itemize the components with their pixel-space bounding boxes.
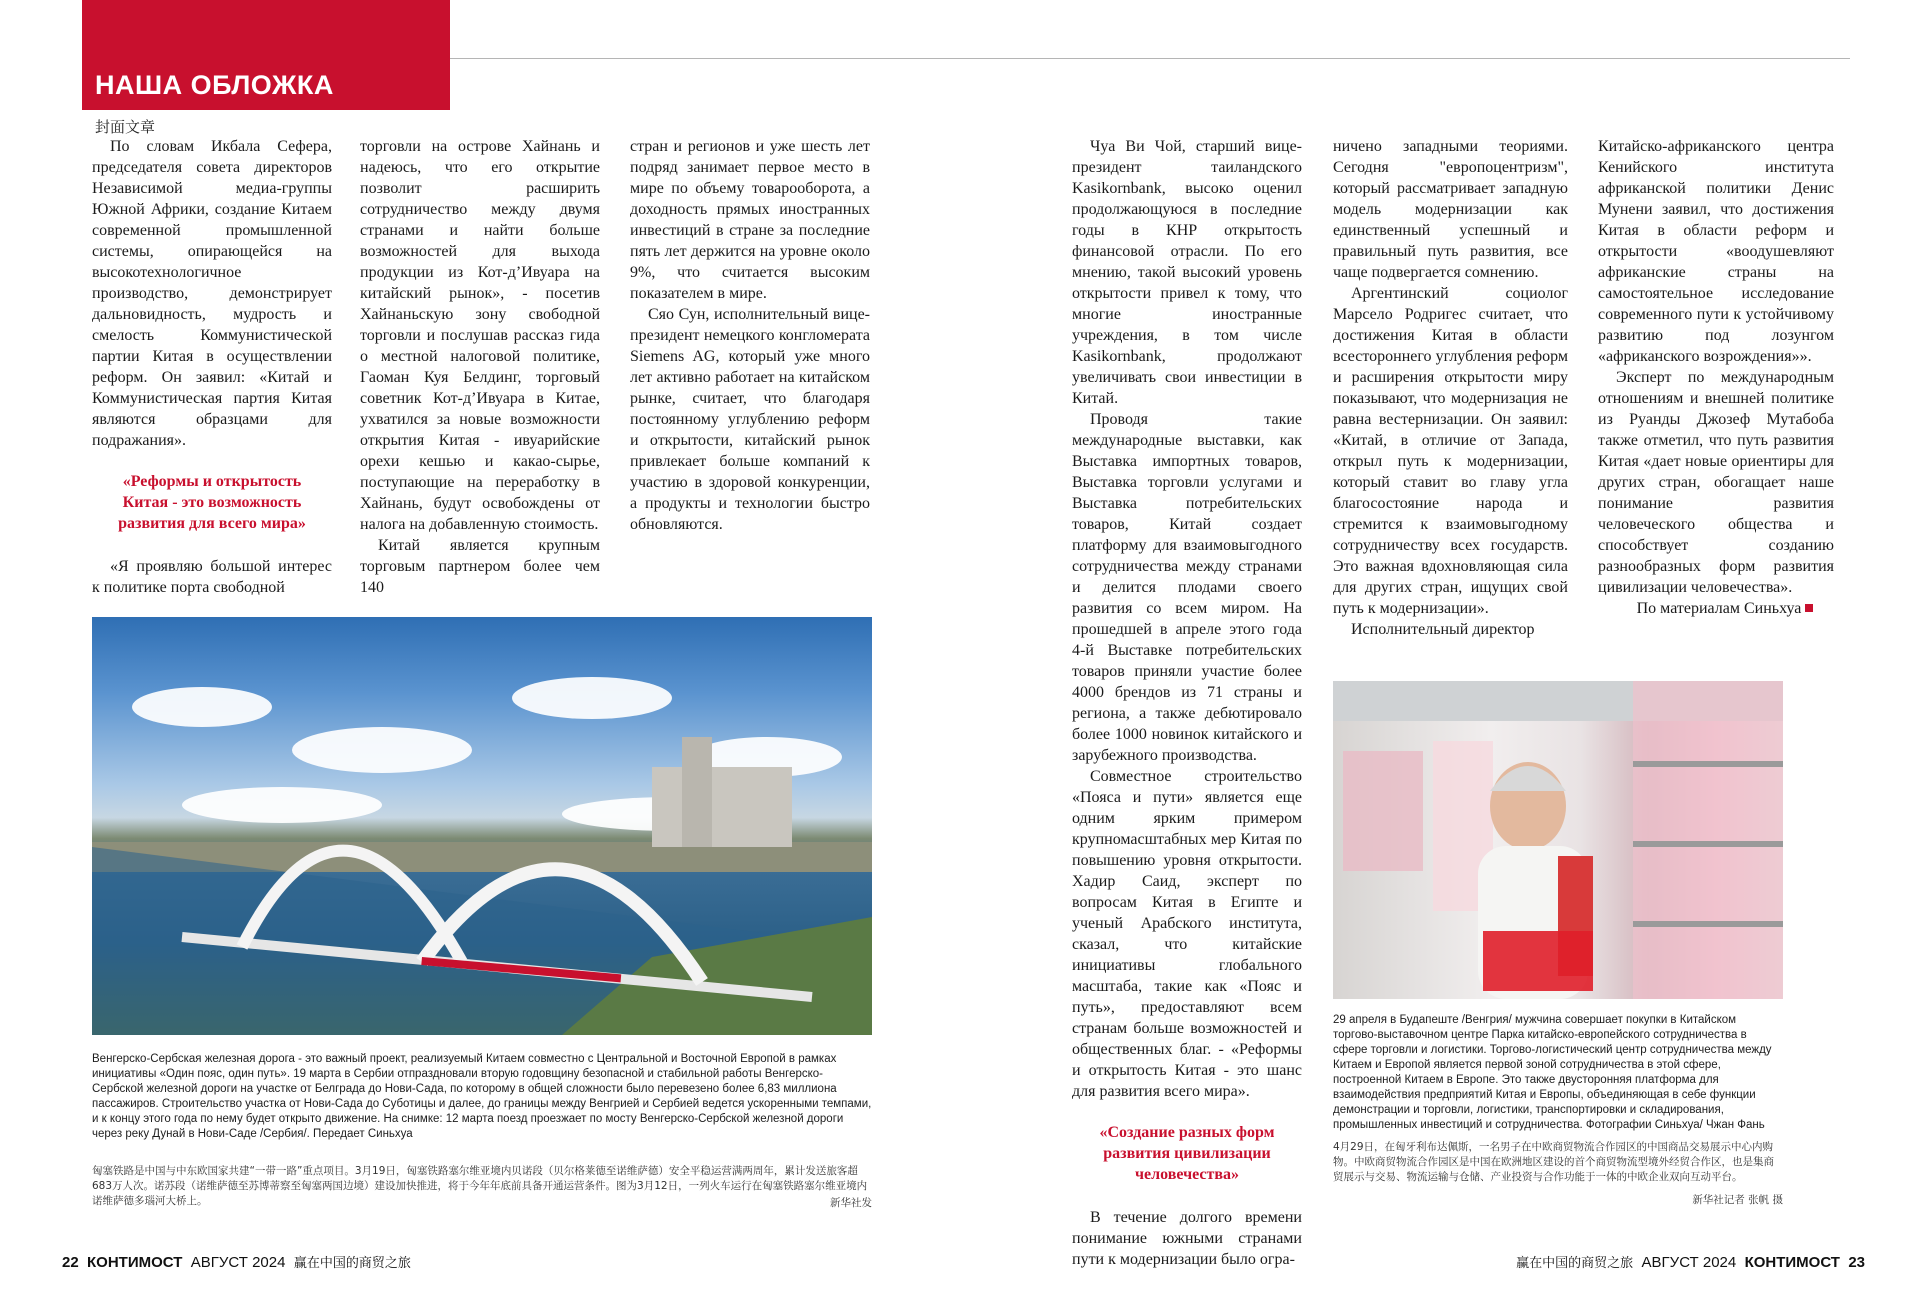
end-mark-icon [1805,604,1813,612]
article-paragraph: В течение долгого времени понимание южными странами пути к модернизации было огра- [1072,1209,1302,1268]
bridge-photo-caption-cn: 匈塞铁路是中国与中东欧国家共建“一带一路”重点项目。3月19日，匈塞铁路塞尔维亚境内贝诺段（贝尔格莱德至诺维萨德）安全平稳运营满两周年，累计发送旅客超683万人次。诺苏段（诺维萨德至苏博蒂察至匈塞两国边境）建设加快推进，将于今年年底前具备开通运营条件。图为3月12日，一列火车运行在匈塞铁路塞尔维亚境内诺维萨德多瑙河大桥上。 [92,1165,868,1207]
bridge-illustration [92,617,872,1035]
market-photo-credit-cn: 新华社记者 张帆 摄 [1692,1194,1783,1206]
article-paragraph: Совместное строительство «Пояса и пути» является еще одним ярким примером крупномасштабных мер Китая по повышению уровня открытости. Хадир Саид, эксперт по вопросам Китая в Египте и ученый Арабского института, сказал, что китайские инициативы глобального масштаба, такие как «Пояс и путь», предоставляют всем странам больше возможностей и общественных благ. - «Реформы и открытость Китая - это шанс для развития всего мира». [1072,768,1302,1100]
article-paragraph: Аргентинский социолог Марсело Родригес считает, что достижения Китая в области всестороннего углубления реформ и расширения открытости миру показывают, что модернизация не равна вестернизации. Он заявил: «Китай, в отличие от Запада, открыл путь к модернизации, который ставит во главу угла благосостояние народа и стремится к взаимовыгодному сотрудничеству всех государств. Это важная вдохновляющая сила для других стран, ищущих свой путь к модернизации». [1333,285,1568,617]
footer-slogan-cn: 赢在中国的商贸之旅 [1516,1256,1634,1271]
article-source [1598,598,1834,619]
market-photo-caption: 29 апреля в Будапеште /Венгрия/ мужчина совершает покупки в Китайском торгово-выставочном центре Парка китайско-европейского сотрудничества в сфере торговли и логистики. Торгово-логистический центр сотрудничества между Китаем и Европой является первой зоной сотрудничества в этой сфере, построенной Китаем в Европе. Это также двусторонняя платформа для взаимодействия предприятий Китая и Европы, объединяющая в себе функции демонстрации и торговли, логистики, транспортировки и складирования, промышленных инвестиций и сотрудничества. Фотографии Синьхуа/ Чжан Фань [1333,1014,1772,1131]
magazine-name: КОНТИМОСТ [1744,1254,1840,1271]
article-paragraph: Китай является крупным торговым партнером более чем 140 [360,537,600,596]
article-paragraph: Исполнительный директор [1351,621,1535,638]
article-paragraph: Сяо Сун, исполнительный вице-президент немецкого конгломерата Siemens AG, который уже много лет активно работает на китайском рынке, считает, что благодаря постоянному углублению реформ и открытости, китайский рынок привлекает больше компаний к участию в здоровой конкуренции, а продукты и технологии быстро обновляются. [630,306,870,533]
article-column-4 [1072,136,1302,1268]
footer-right [1516,1252,1865,1271]
footer-left [62,1252,411,1271]
section-title: НАША ОБЛОЖКА [95,70,334,100]
magazine-name: КОНТИМОСТ [87,1254,183,1271]
article-paragraph: «Я проявляю большой интерес к политике порта свободной [92,558,332,596]
header-rule [450,58,1850,59]
article-paragraph: стран и регионов и уже шесть лет подряд занимает первое место в мире по объему товарооборота, а доходность прямых иностранных инвестиций в стране за последние пять лет держится на уровне около 9%, что считается высоким показателем в мире. [630,138,870,302]
pull-quote: «Создание разных форм развития цивилизации человечества» [1099,1124,1275,1183]
article-paragraph: торговли на острове Хайнань и надеюсь, что его открытие позволит расширить сотрудничество между двумя странами и найти больше возможностей для выхода продукции из Кот-д’Ивуара на китайский рынок», - посетив Хайнаньскую зону свободной торговли и послушав рассказ гида о местной налоговой политике, Гаоман Куя Белдинг, торговый советник Кот-д’Ивуара в Китае, ухватился за новые возможности открытия Китая - ивуарийские орехи кешью и какао-сырье, поступающие на переработку в Хайнань, будут освобождены от налога на добавленную стоимость. [360,138,600,533]
article-paragraph: Эксперт по международным отношениям и внешней политике из Руанды Джозеф Мутабоба также отметил, что путь развития Китая «дает новые ориентиры для других стран, обогащает наше понимание развития человеческого общества и способствует созданию разнообразных форм развития цивилизации человечества». [1598,369,1834,596]
market-illustration [1333,681,1783,999]
bridge-photo [92,617,872,1035]
article-paragraph: Чуа Ви Чой, старший вице-президент таиландского Kasikornbank, высоко оценил продолжающуюся в последние годы в КНР открытость финансовой отрасли. По его мнению, такой высокий уровень открытости привел к тому, что многие иностранные учреждения, в том числе Kasikornbank, продолжают увеличивать свои инвестиции в Китай. [1072,138,1302,407]
article-column-3 [630,136,870,566]
issue-date: АВГУСТ 2024 [1641,1254,1737,1271]
pull-quote: «Реформы и открытость Китая - это возможность развития для всего мира» [118,473,306,532]
article-source-text: По материалам Синьхуа [1636,600,1802,617]
issue-date: АВГУСТ 2024 [190,1254,286,1271]
article-column-6 [1598,136,1834,626]
footer-slogan-cn: 赢在中国的商贸之旅 [293,1256,411,1271]
article-paragraph: Проводя такие международные выставки, как Выставка импортных товаров, Выставка торговли услугами и Выставка потребительских товаров, Китай создает платформу для взаимовыгодного сотрудничества между странами и делится плодами своего развития со всем миром. На прошедшей в апреле этого года 4-й Выставке потребительских товаров приняли участие более 4000 брендов из 71 страны и региона, а также дебютировало более 1000 новинок китайского и зарубежного производства. [1072,411,1302,764]
page-number-right: 23 [1848,1254,1865,1271]
article-paragraph: ничено западными теориями. Сегодня "европоцентризм", который рассматривает западную модель модернизации как единственный успешный и правильный путь развития, все чаще подвергается сомнению. [1333,138,1568,281]
bridge-photo-caption: Венгерско-Сербская железная дорога - это важный проект, реализуемый Китаем совместно с Центральной и Восточной Европой в рамках инициативы «Один пояс, один путь». 19 марта в Сербии отпраздновали вторую годовщину безопасной и стабильной работы Венгерско-Сербской железной дороги на участке от Белграда до Нови-Сада, по которому в общей сложности было перевезено более 6,83 миллиона пассажиров. Строительство участка от Нови-Сада до Суботицы и далее, до границы между Венгрией и Сербией ведется ускоренными темпами, и к концу этого года по нему будет открыто движение. На снимке: 12 марта поезд проезжает по мосту Венгерско-Сербской железной дороги через реку Дунай в Нови-Саде /Сербия/. Передает Синьхуа [92,1053,872,1140]
market-photo [1333,681,1783,999]
section-subtitle-cn: 封面文章 [95,118,156,136]
article-paragraph: По словам Икбала Сефера, председателя совета директоров Независимой медиа-группы Южной Африки, создание Китаем современной промышленной системы, опирающейся на высокотехнологичное производство, демонстрирует дальновидность, мудрость и смелость Коммунистической партии Китая в осуществлении реформ. Он заявил: «Китай и Коммунистическая партия Китая являются образцами для подражания». [92,138,332,449]
article-column-2 [360,136,600,596]
article-column-5 [1333,136,1568,638]
market-photo-caption-cn: 4月29日，在匈牙利布达佩斯，一名男子在中欧商贸物流合作园区的中国商品交易展示中心内购物。中欧商贸物流合作园区是中国在欧洲地区建设的首个商贸物流型境外经贸合作区，也是集商贸展示与交易、物流运输与仓储、产业投资与合作功能于一体的中欧企业双向互动平台。 [1333,1141,1774,1183]
page-number-left: 22 [62,1254,79,1271]
article-column-1 [92,136,332,596]
bridge-photo-credit-cn: 新华社发 [830,1197,872,1209]
article-paragraph: Китайско-африканского центра Кенийского института африканской политики Денис Мунени заявил, что достижения Китая в области реформ и открытости «воодушевляют африканские страны на самостоятельное исследование современного пути к устойчивому развитию под лозунгом «африканского возрождения»». [1598,138,1834,365]
